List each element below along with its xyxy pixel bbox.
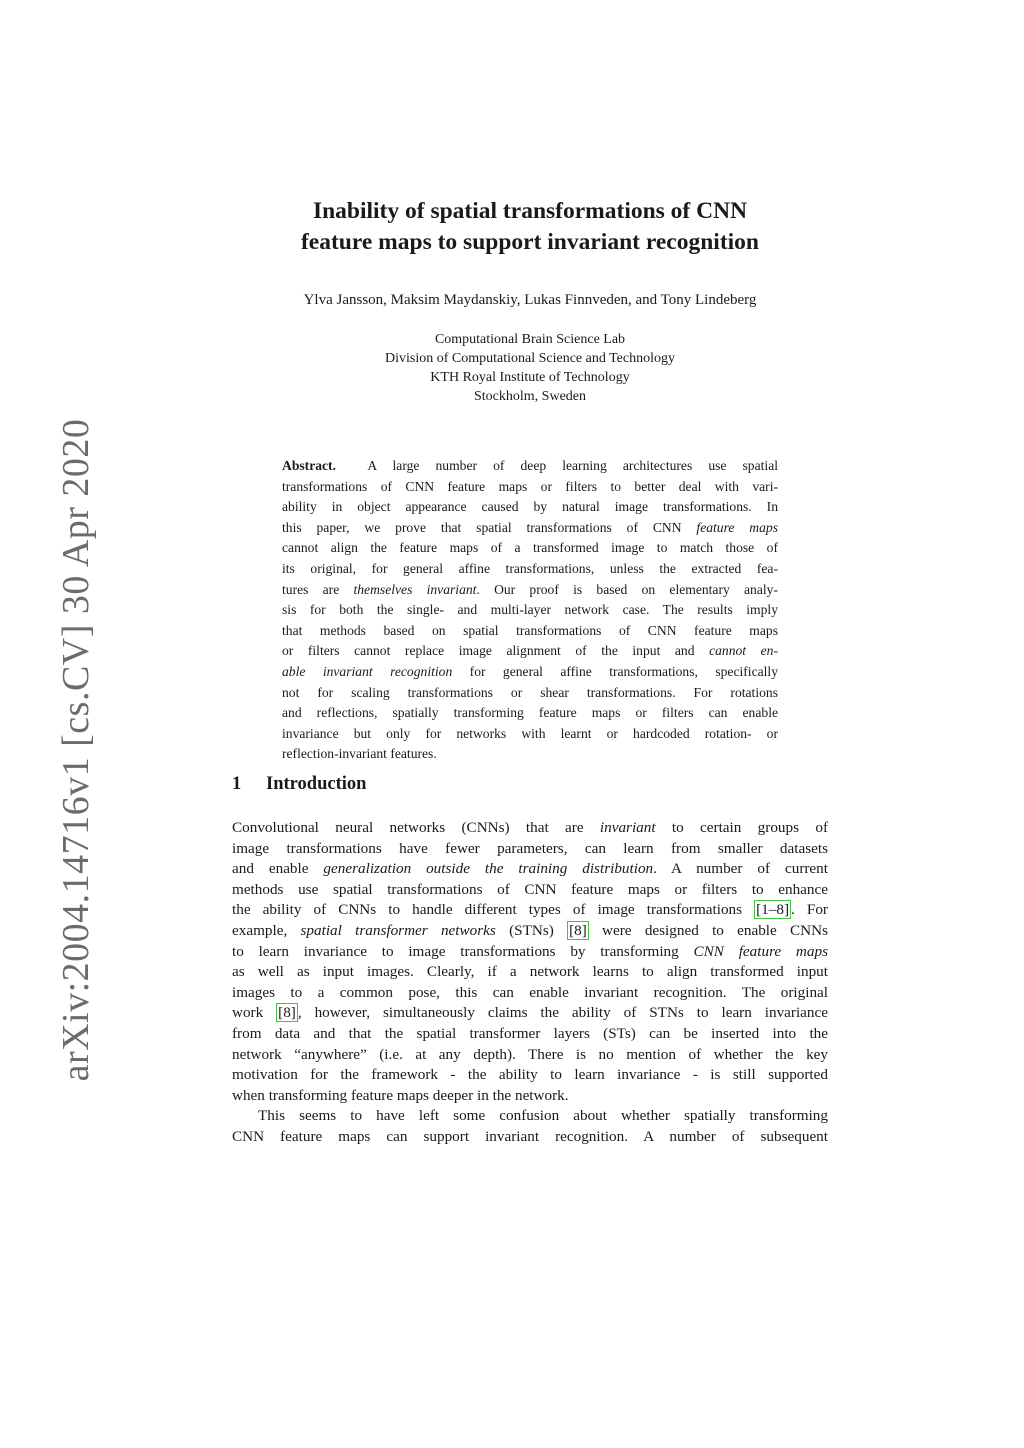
citation-link[interactable]: [8] bbox=[569, 921, 587, 939]
abstract-line: and reflections, spatially transforming feature maps or filters can enable bbox=[282, 705, 778, 721]
citation-link[interactable]: [8] bbox=[278, 1004, 296, 1022]
intro-line: images to a common pose, this can enable invariant recognition. The original bbox=[232, 983, 828, 1001]
intro-line: motivation for the framework - the ability to learn invariance - is still supported bbox=[232, 1066, 828, 1084]
intro-line: methods use spatial transformations of CNN feature maps or filters to enhance bbox=[232, 880, 828, 898]
abstract-label: Abstract. bbox=[282, 458, 336, 473]
abstract-line: ability in object appearance caused by natural image transformations. In bbox=[282, 499, 778, 515]
intro-line: from data and that the spatial transformer layers (STs) can be inserted into the bbox=[232, 1024, 828, 1042]
abstract-line: that methods based on spatial transformations of CNN feature maps bbox=[282, 622, 778, 638]
abstract-line: its original, for general affine transformations, unless the extracted fea- bbox=[282, 560, 778, 576]
title-line-1: Inability of spatial transformations of CNN bbox=[312, 198, 748, 224]
intro-line: when transforming feature maps deeper in the network. bbox=[232, 1086, 569, 1104]
intro-line: This seems to have left some confusion about whether spatially transforming bbox=[258, 1107, 828, 1125]
abstract-line: this paper, we prove that spatial transformations of CNN feature maps bbox=[282, 519, 778, 535]
introduction-text bbox=[232, 818, 828, 1148]
abstract-line: invariance but only for networks with learnt or hardcoded rotation- or bbox=[282, 725, 778, 741]
intro-line: as well as input images. Clearly, if a network learns to align transformed input bbox=[232, 963, 828, 981]
intro-line: Convolutional neural networks (CNNs) that are invariant to certain groups of bbox=[232, 819, 828, 836]
intro-line: to learn invariance to image transformations by transforming CNN feature maps bbox=[232, 942, 828, 960]
intro-line: CNN feature maps can support invariant recognition. A number of subsequent bbox=[232, 1127, 828, 1145]
abstract-line: sis for both the single- and multi-layer network case. The results imply bbox=[282, 602, 778, 618]
abstract-line: reflection-invariant features. bbox=[282, 746, 437, 762]
abstract-line: not for scaling transformations or shear transformations. For rotations bbox=[282, 684, 778, 700]
intro-line: and enable generalization outside the training distribution. A number of current bbox=[232, 860, 828, 878]
abstract-line: or filters cannot replace image alignment of the input and cannot en- bbox=[282, 643, 778, 659]
affiliation-line-2: Division of Computational Science and Technology bbox=[385, 351, 675, 366]
author-list: Ylva Jansson, Maksim Maydanskiy, Lukas Finnveden, and Tony Lindeberg bbox=[303, 292, 757, 308]
abstract-line: Abstract. A large number of deep learning architectures use spatial bbox=[282, 458, 779, 473]
affiliation-line-4: Stockholm, Sweden bbox=[474, 389, 586, 404]
abstract-line: transformations of CNN feature maps or filters to better deal with vari- bbox=[282, 478, 778, 494]
abstract-line: tures are themselves invariant. Our proof is based on elementary analy- bbox=[282, 581, 778, 597]
abstract bbox=[282, 456, 778, 765]
abstract-line: cannot align the feature maps of a transformed image to match those of bbox=[282, 540, 778, 556]
arxiv-identifier: arXiv:2004.14716v1 [cs.CV] 30 Apr 2020 bbox=[55, 418, 97, 1082]
intro-line: network “anywhere” (i.e. at any depth). There is no mention of whether the key bbox=[232, 1045, 828, 1063]
intro-line: example, spatial transformer networks (STNs) [8] were designed to enable CNNs bbox=[232, 921, 829, 939]
intro-line: the ability of CNNs to handle different types of image transformations [1–8] . For bbox=[232, 901, 828, 919]
section-number: 1 bbox=[232, 774, 242, 794]
section-heading bbox=[232, 774, 366, 795]
abstract-line: able invariant recognition for general affine transformations, specifically bbox=[282, 663, 778, 679]
affiliation-line-3: KTH Royal Institute of Technology bbox=[430, 370, 630, 385]
intro-line: image transformations have fewer parameters, can learn from smaller datasets bbox=[232, 839, 828, 857]
paper-title bbox=[230, 196, 830, 258]
title-line-2: feature maps to support invariant recognition bbox=[300, 229, 760, 255]
intro-line: work [8] , however, simultaneously claims the ability of STNs to learn invariance bbox=[232, 1004, 828, 1022]
section-title: Introduction bbox=[266, 774, 367, 794]
citation-link[interactable]: [1–8] bbox=[756, 901, 790, 919]
affiliation bbox=[230, 330, 830, 406]
affiliation-line-1: Computational Brain Science Lab bbox=[434, 332, 626, 347]
